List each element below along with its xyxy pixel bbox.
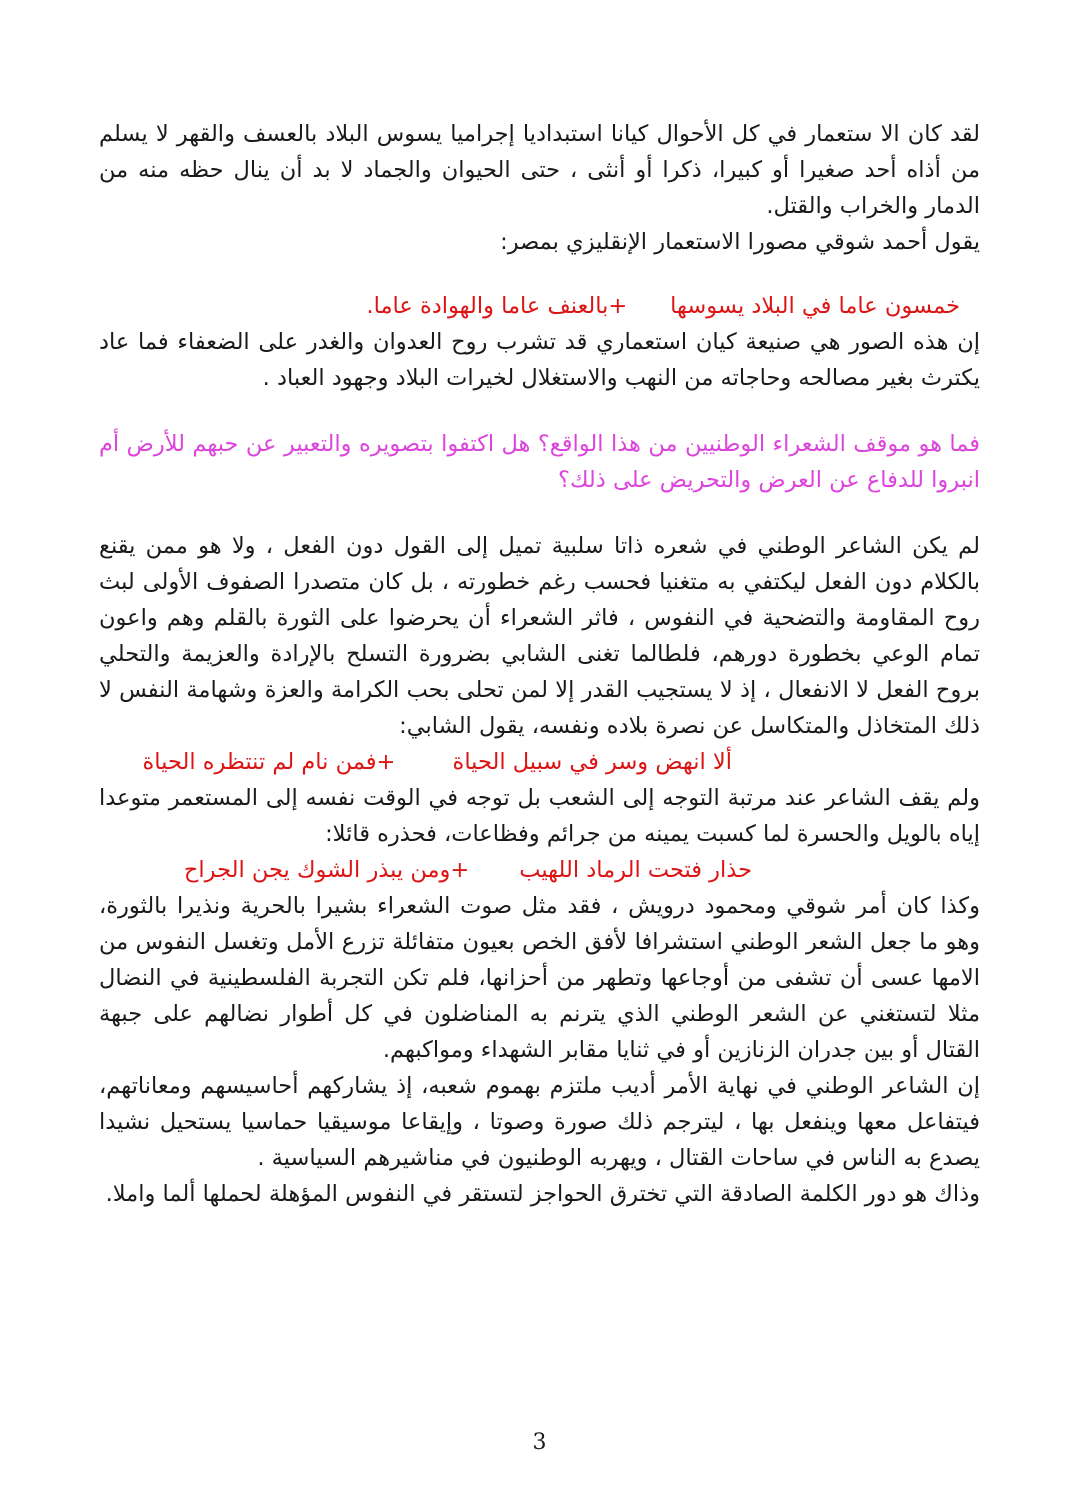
verse-shabbi-beware: حذار فتحت الرماد اللهيب +ومن يبذر الشوك يجن الجراح <box>183 857 752 883</box>
question-poets-stance: فما هو موقف الشعراء الوطنيين من هذا الواقع؟ هل اكتفوا بتصويره والتعبير عن حبهم للأرض أم انبروا للدفاع عن العرض والتحريض على ذلك؟ <box>99 431 980 493</box>
verse-shawqi: خمسون عاما في البلاد يسوسها +بالعنف عاما والهوادة عاما. <box>366 293 960 319</box>
paragraph-colonialism-intro: لقد كان الا ستعمار في كل الأحوال كيانا استبداديا إجراميا يسوس البلاد بالعسف والقهر لا يسلم من أذاه أحد صغيرا أو كبيرا، ذكرا أو أنثى ، حتى الحيوان والجماد لا بد أن ينال حظه منه من الدمار والخراب والقتل. <box>99 121 980 219</box>
paragraph-poets-examples: وكذا كان أمر شوقي ومحمود درويش ، فقد مثل صوت الشعراء بشيرا بالحرية ونذيرا بالثورة، وهو ما جعل الشعر الوطني استشرافا لأفق الخص بعيون متفائلة تزرع الأمل وتغسل النفوس من الامها عسى أن تشفى من أوجاعها وتطهر من أحزانها، فلم تكن التجربة الفلسطينية في النضال مثلا لتستغني عن الشعر الوطني الذي يترنم به المناضلون في كل أطوار نضالهم على جبهة القتال أو بين جدران الزنازين أو في ثنايا مقابر الشهداء ومواكبهم. <box>99 893 980 1063</box>
paragraph-committed-poet: إن الشاعر الوطني في نهاية الأمر أديب ملتزم بهموم شعبه، إذ يشاركهم أحاسيسهم ومعاناتهم، فيتفاعل معها وينفعل بها ، ليترجم ذلك صورة وصوتا ، وإيقاعا موسيقيا حماسيا يستحيل نشيدا يصدع به الناس في ساحات القتال ، ويهربه الوطنيون في مناشيرهم السياسية . <box>99 1073 980 1171</box>
paragraph-warning-colonizer: ولم يقف الشاعر عند مرتبة التوجه إلى الشعب بل توجه في الوقت نفسه إلى المستعمر متوعدا إياه بالويل والحسرة لما كسبت يمينه من جرائم وفظاعات، فحذره قائلا: <box>99 785 980 847</box>
paragraph-shawqi-lead-in: يقول أحمد شوقي مصورا الاستعمار الإنقليزي بمصر: <box>500 229 980 255</box>
verse-shabbi-rise: ألا انهض وسر في سبيل الحياة +فمن نام لم تنتظره الحياة <box>142 749 732 775</box>
text-content <box>99 116 980 1212</box>
paragraph-colonial-images: إن هذه الصور هي صنيعة كيان استعماري قد تشرب روح العدوان والغدر على الضعفاء فما عاد يكترث بغير مصالحه وحاجاته من النهب والاستغلال لخيرات البلاد وجهود العباد . <box>99 329 980 391</box>
page-number: 3 <box>532 1430 547 1455</box>
paragraph-closing-word: وذاك هو دور الكلمة الصادقة التي تخترق الحواجز لتستقر في النفوس المؤهلة لحملها ألما واملا. <box>105 1181 980 1207</box>
paragraph-national-poet-role: لم يكن الشاعر الوطني في شعره ذاتا سلبية تميل إلى القول دون الفعل ، ولا هو ممن يقنع بالكلام دون الفعل ليكتفي به متغنيا فحسب رغم خطورته ، بل كان متصدرا الصفوف الأولى لبث روح المقاومة والتضحية في النفوس ، فاثر الشعراء أن يحرضوا على الثورة بالقلم وهم واعون تمام الوعي بخطورة دورهم، فلطالما تغنى الشابي بضرورة التسلح بالإرادة والعزيمة والتحلي بروح الفعل لا الانفعال ، إذ لا يستجيب القدر إلا لمن تحلى بحب الكرامة والعزة وشهامة النفس لا ذلك المتخاذل والمتكاسل عن نصرة بلاده ونفسه، يقول الشابي: <box>99 533 980 739</box>
